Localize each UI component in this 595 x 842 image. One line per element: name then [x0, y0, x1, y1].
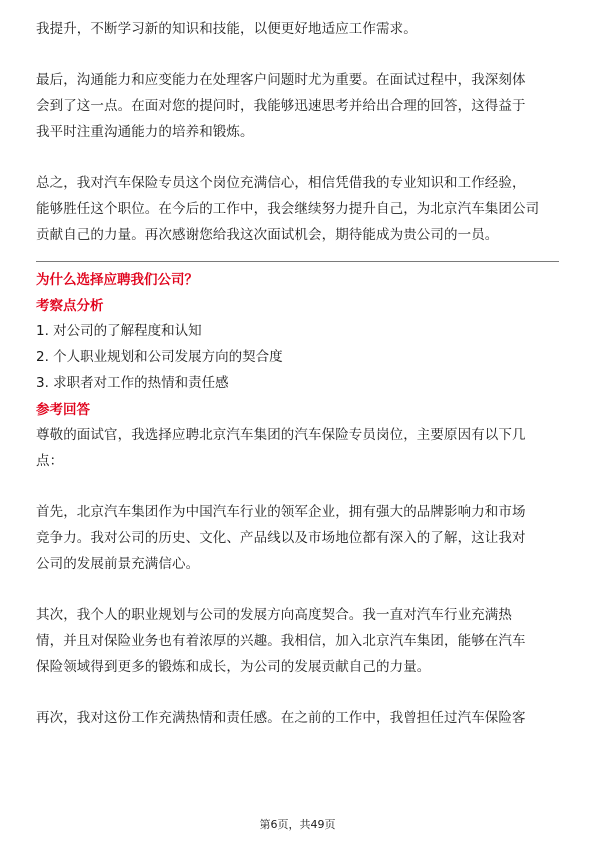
- text-line: 尊敬的面试官，我选择应聘北京汽车集团的汽车保险专员岗位，主要原因有以下几: [36, 427, 526, 443]
- answer-heading: 参考回答: [36, 402, 90, 418]
- list-item: 1. 对公司的了解程度和认知: [36, 323, 202, 339]
- paragraph-gap: [36, 42, 559, 67]
- text-line: 能够胜任这个职位。在今后的工作中，我会继续努力提升自己，为北京汽车集团公司: [36, 201, 540, 217]
- text-line: 最后，沟通能力和应变能力在处理客户问题时尤为重要。在面试过程中，我深刻体: [36, 72, 526, 88]
- text-line: 其次，我个人的职业规划与公司的发展方向高度契合。我一直对汽车行业充满热: [36, 607, 512, 623]
- text-line: 会到了这一点。在面对您的提问时，我能够迅速思考并给出合理的回答，这得益于: [36, 98, 526, 114]
- paragraph-gap: [36, 680, 559, 705]
- text-line: 保险领域得到更多的锻炼和成长，为公司的发展贡献自己的力量。: [36, 659, 431, 675]
- text-line: 竞争力。我对公司的历史、文化、产品线以及市场地位都有深入的了解，这让我对: [36, 530, 526, 546]
- paragraph-answer-first: [36, 499, 559, 577]
- text-line: 再次，我对这份工作充满热情和责任感。在之前的工作中，我曾担任过汽车保险客: [36, 710, 526, 726]
- paragraph-answer-intro: [36, 422, 559, 474]
- text-line: 情，并且对保险业务也有着浓厚的兴趣。我相信，加入北京汽车集团，能够在汽车: [36, 633, 526, 649]
- text-line: 公司的发展前景充满信心。: [36, 556, 200, 572]
- text-line: 我提升，不断学习新的知识和技能，以便更好地适应工作需求。: [36, 21, 417, 37]
- text-line: 我平时注重沟通能力的培养和锻炼。: [36, 124, 254, 140]
- page-number: 第6页，共49页: [259, 818, 336, 831]
- analysis-list: [36, 318, 559, 396]
- paragraph-gap: [36, 474, 559, 499]
- paragraph-gap: [36, 145, 559, 170]
- text-line: 总之，我对汽车保险专员这个岗位充满信心，相信凭借我的专业知识和工作经验，: [36, 175, 526, 191]
- paragraph-communication: [36, 67, 559, 145]
- section-divider: [36, 261, 559, 262]
- list-item: 2. 个人职业规划和公司发展方向的契合度: [36, 349, 283, 365]
- analysis-heading: 考察点分析: [36, 298, 104, 314]
- question-heading: 为什么选择应聘我们公司？: [36, 272, 198, 288]
- paragraph-answer-second: [36, 602, 559, 680]
- paragraph-self-improvement: [36, 16, 559, 42]
- paragraph-answer-third: [36, 705, 559, 731]
- list-item: 3. 求职者对工作的热情和责任感: [36, 375, 229, 391]
- text-line: 首先，北京汽车集团作为中国汽车行业的领军企业，拥有强大的品牌影响力和市场: [36, 504, 526, 520]
- paragraph-conclusion: [36, 170, 559, 248]
- document-page: [36, 16, 559, 731]
- text-line: 点：: [36, 453, 64, 469]
- paragraph-gap: [36, 577, 559, 602]
- text-line: 贡献自己的力量。再次感谢您给我这次面试机会，期待能成为贵公司的一员。: [36, 227, 499, 243]
